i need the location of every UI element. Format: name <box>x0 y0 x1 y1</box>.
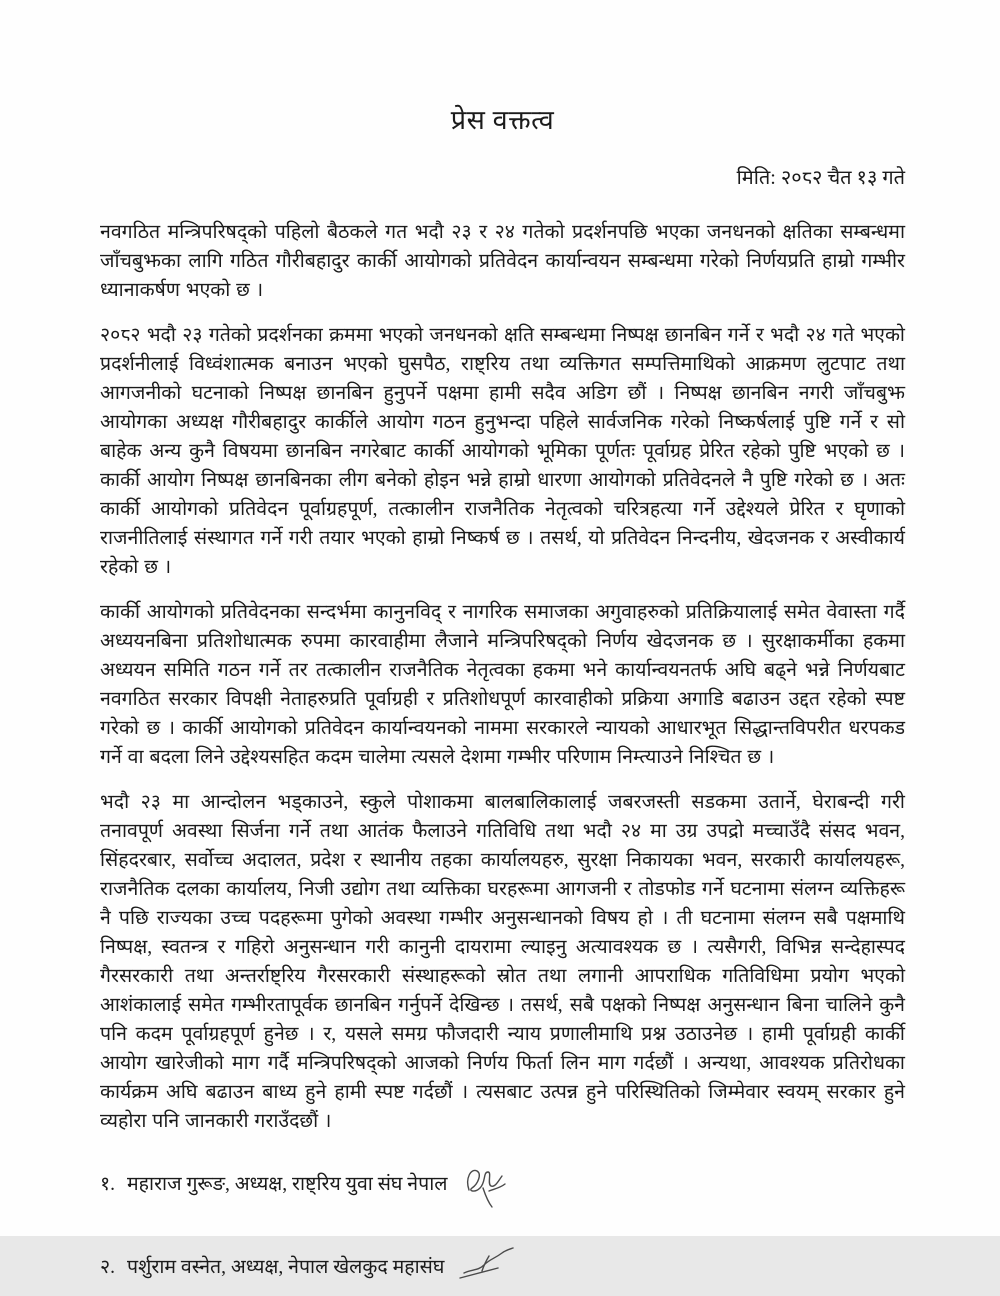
signatory-list <box>100 1170 905 1296</box>
date-line: मिति: २०८२ चैत १३ गते <box>736 167 905 189</box>
signature-2-icon <box>458 1247 516 1296</box>
paragraph-3: कार्की आयोगको प्रतिवेदनका सन्दर्भमा कानुनविद् र नागरिक समाजका अगुवाहरुको प्रतिक्रियालाई समेत वेवास्ता गर्दै अध्ययनबिना प्रतिशोधात्मक रुपमा कारवाहीमा लैजाने मन्त्रिपरिषद्को निर्णय खेदजनक छ । सुरक्षाकर्मीका हकमा अध्ययन समिति गठन गर्ने तर तत्कालीन राजनैतिक नेतृत्वका हकमा भने कार्यान्वयनतर्फ अघि बढ्ने भन्ने निर्णयबाट नवगठित सरकार विपक्षी नेताहरुप्रति पूर्वाग्रही र प्रतिशोधपूर्ण कारवाहीको प्रक्रिया अगाडि बढाउन उद्दत रहेको स्पष्ट गरेको छ । कार्की आयोगको प्रतिवेदन कार्यान्वयनको नाममा सरकारले न्यायको आधारभूत सिद्धान्तविपरीत धरपकड गर्ने वा बदला लिने उद्देश्यसहित कदम चालेमा त्यसले देशमा गम्भीर परिणाम निम्त्याउने निश्चित छ । <box>100 602 905 768</box>
signatory-item-2 <box>100 1253 905 1296</box>
paragraph-1: नवगठित मन्त्रिपरिषद्को पहिलो बैठकले गत भदौ २३ र २४ गतेको प्रदर्शनपछि भएका जनधनको क्षतिका सम्बन्धमा जाँचबुझका लागि गठित गौरीबहादुर कार्की आयोगको प्रतिवेदन कार्यान्वयन सम्बन्धमा गरेको निर्णयप्रति हाम्रो गम्भीर ध्यानाकर्षण भएको छ । <box>100 222 905 301</box>
paragraph-4: भदौ २३ मा आन्दोलन भड्काउने, स्कुले पोशाकमा बालबालिकालाई जबरजस्ती सडकमा उतार्ने, घेराबन्दी गरी तनावपूर्ण अवस्था सिर्जना गर्ने तथा आतंक फैलाउने गतिविधि तथा भदौ २४ मा उग्र उपद्रो मच्चाउँदै संसद भवन, सिंहदरबार, सर्वोच्च अदालत, प्रदेश र स्थानीय तहका कार्यालयहरु, सुरक्षा निकायका भवन, सरकारी कार्यालयहरू, राजनैतिक दलका कार्यालय, निजी उद्योग तथा व्यक्तिका घरहरूमा आगजनी र तोडफोड गर्ने घटनामा संलग्न व्यक्तिहरू नै पछि राज्यका उच्च पदहरूमा पुगेको अवस्था गम्भीर अनुसन्धानको विषय हो । ती घटनामा संलग्न सबै पक्षमाथि निष्पक्ष, स्वतन्त्र र गहिरो अनुसन्धान गरी कानुनी दायरामा ल्याइनु अत्यावश्यक छ । त्यसैगरी, विभिन्न सन्देहास्पद गैरसरकारी तथा अन्तर्राष्ट्रिय गैरसरकारी संस्थाहरूको स्रोत तथा लगानी आपराधिक गतिविधिमा प्रयोग भएको आशंकालाई समेत गम्भीरतापूर्वक छानबिन गर्नुपर्ने देखिन्छ । तसर्थ, सबै पक्षको निष्पक्ष अनुसन्धान बिना चालिने कुनै पनि कदम पूर्वाग्रहपूर्ण हुनेछ । र, यसले समग्र फौजदारी न्याय प्रणालीमाथि प्रश्न उठाउनेछ । हामी पूर्वाग्रही कार्की आयोग खारेजीको माग गर्दै मन्त्रिपरिषद्को आजको निर्णय फिर्ता लिन माग गर्दछौं । अन्यथा, आवश्यक प्रतिरोधका कार्यक्रम अघि बढाउन बाध्य हुने हामी स्पष्ट गर्दछौं । त्यसबाट उत्पन्न हुने परिस्थितिको जिम्मेवार स्वयम् सरकार हुने व्यहोरा पनि जानकारी गराउँदछौं । <box>100 792 905 1132</box>
signatory-item-1 <box>100 1170 905 1219</box>
signatory-1-name: महाराज गुरूङ, अध्यक्ष, राष्ट्रिय युवा संघ नेपाल <box>127 1174 448 1195</box>
signatory-2-number: २. <box>100 1257 116 1278</box>
signatory-1-number: १. <box>100 1174 116 1195</box>
signatory-2-name: पर्शुराम वस्नेत, अध्यक्ष, नेपाल खेलकुद महासंघ <box>127 1257 445 1278</box>
page-title: प्रेस वक्तत्व <box>450 105 555 135</box>
signature-1-icon <box>461 1164 513 1219</box>
paragraph-2: २०८२ भदौ २३ गतेको प्रदर्शनका क्रममा भएको जनधनको क्षति सम्बन्धमा निष्पक्ष छानबिन गर्ने र भदौ २४ गते भएको प्रदर्शनीलाई विध्वंशात्मक बनाउन भएको घुसपैठ, राष्ट्रिय तथा व्यक्तिगत सम्पत्तिमाथिको आक्रमण लुटपाट तथा आगजनीको घटनाको निष्पक्ष छानबिन हुनुपर्ने पक्षमा हामी सदैव अडिग छौं । निष्पक्ष छानबिन नगरी जाँचबुझ आयोगका अध्यक्ष गौरीबहादुर कार्कीले आयोग गठन हुनुभन्दा पहिले सार्वजनिक गरेको निष्कर्षलाई पुष्टि गर्ने र सो बाहेक अन्य कुनै विषयमा छानबिन नगरेबाट कार्की आयोगको भूमिका पूर्णतः पूर्वाग्रह प्रेरित रहेको पुष्टि भएको छ । कार्की आयोग निष्पक्ष छानबिनका लीग बनेको होइन भन्ने हाम्रो धारणा आयोगको प्रतिवेदनले नै पुष्टि गरेको छ । अतः कार्की आयोगको प्रतिवेदन पूर्वाग्रहपूर्ण, तत्कालीन राजनैतिक नेतृत्वको चरित्रहत्या गर्ने उद्देश्यले प्रेरित र घृणाको राजनीतिलाई संस्थागत गर्ने गरी तयार भएको हाम्रो निष्कर्ष छ । तसर्थ, यो प्रतिवेदन निन्दनीय, खेदजनक र अस्वीकार्य रहेको छ । <box>100 325 905 578</box>
